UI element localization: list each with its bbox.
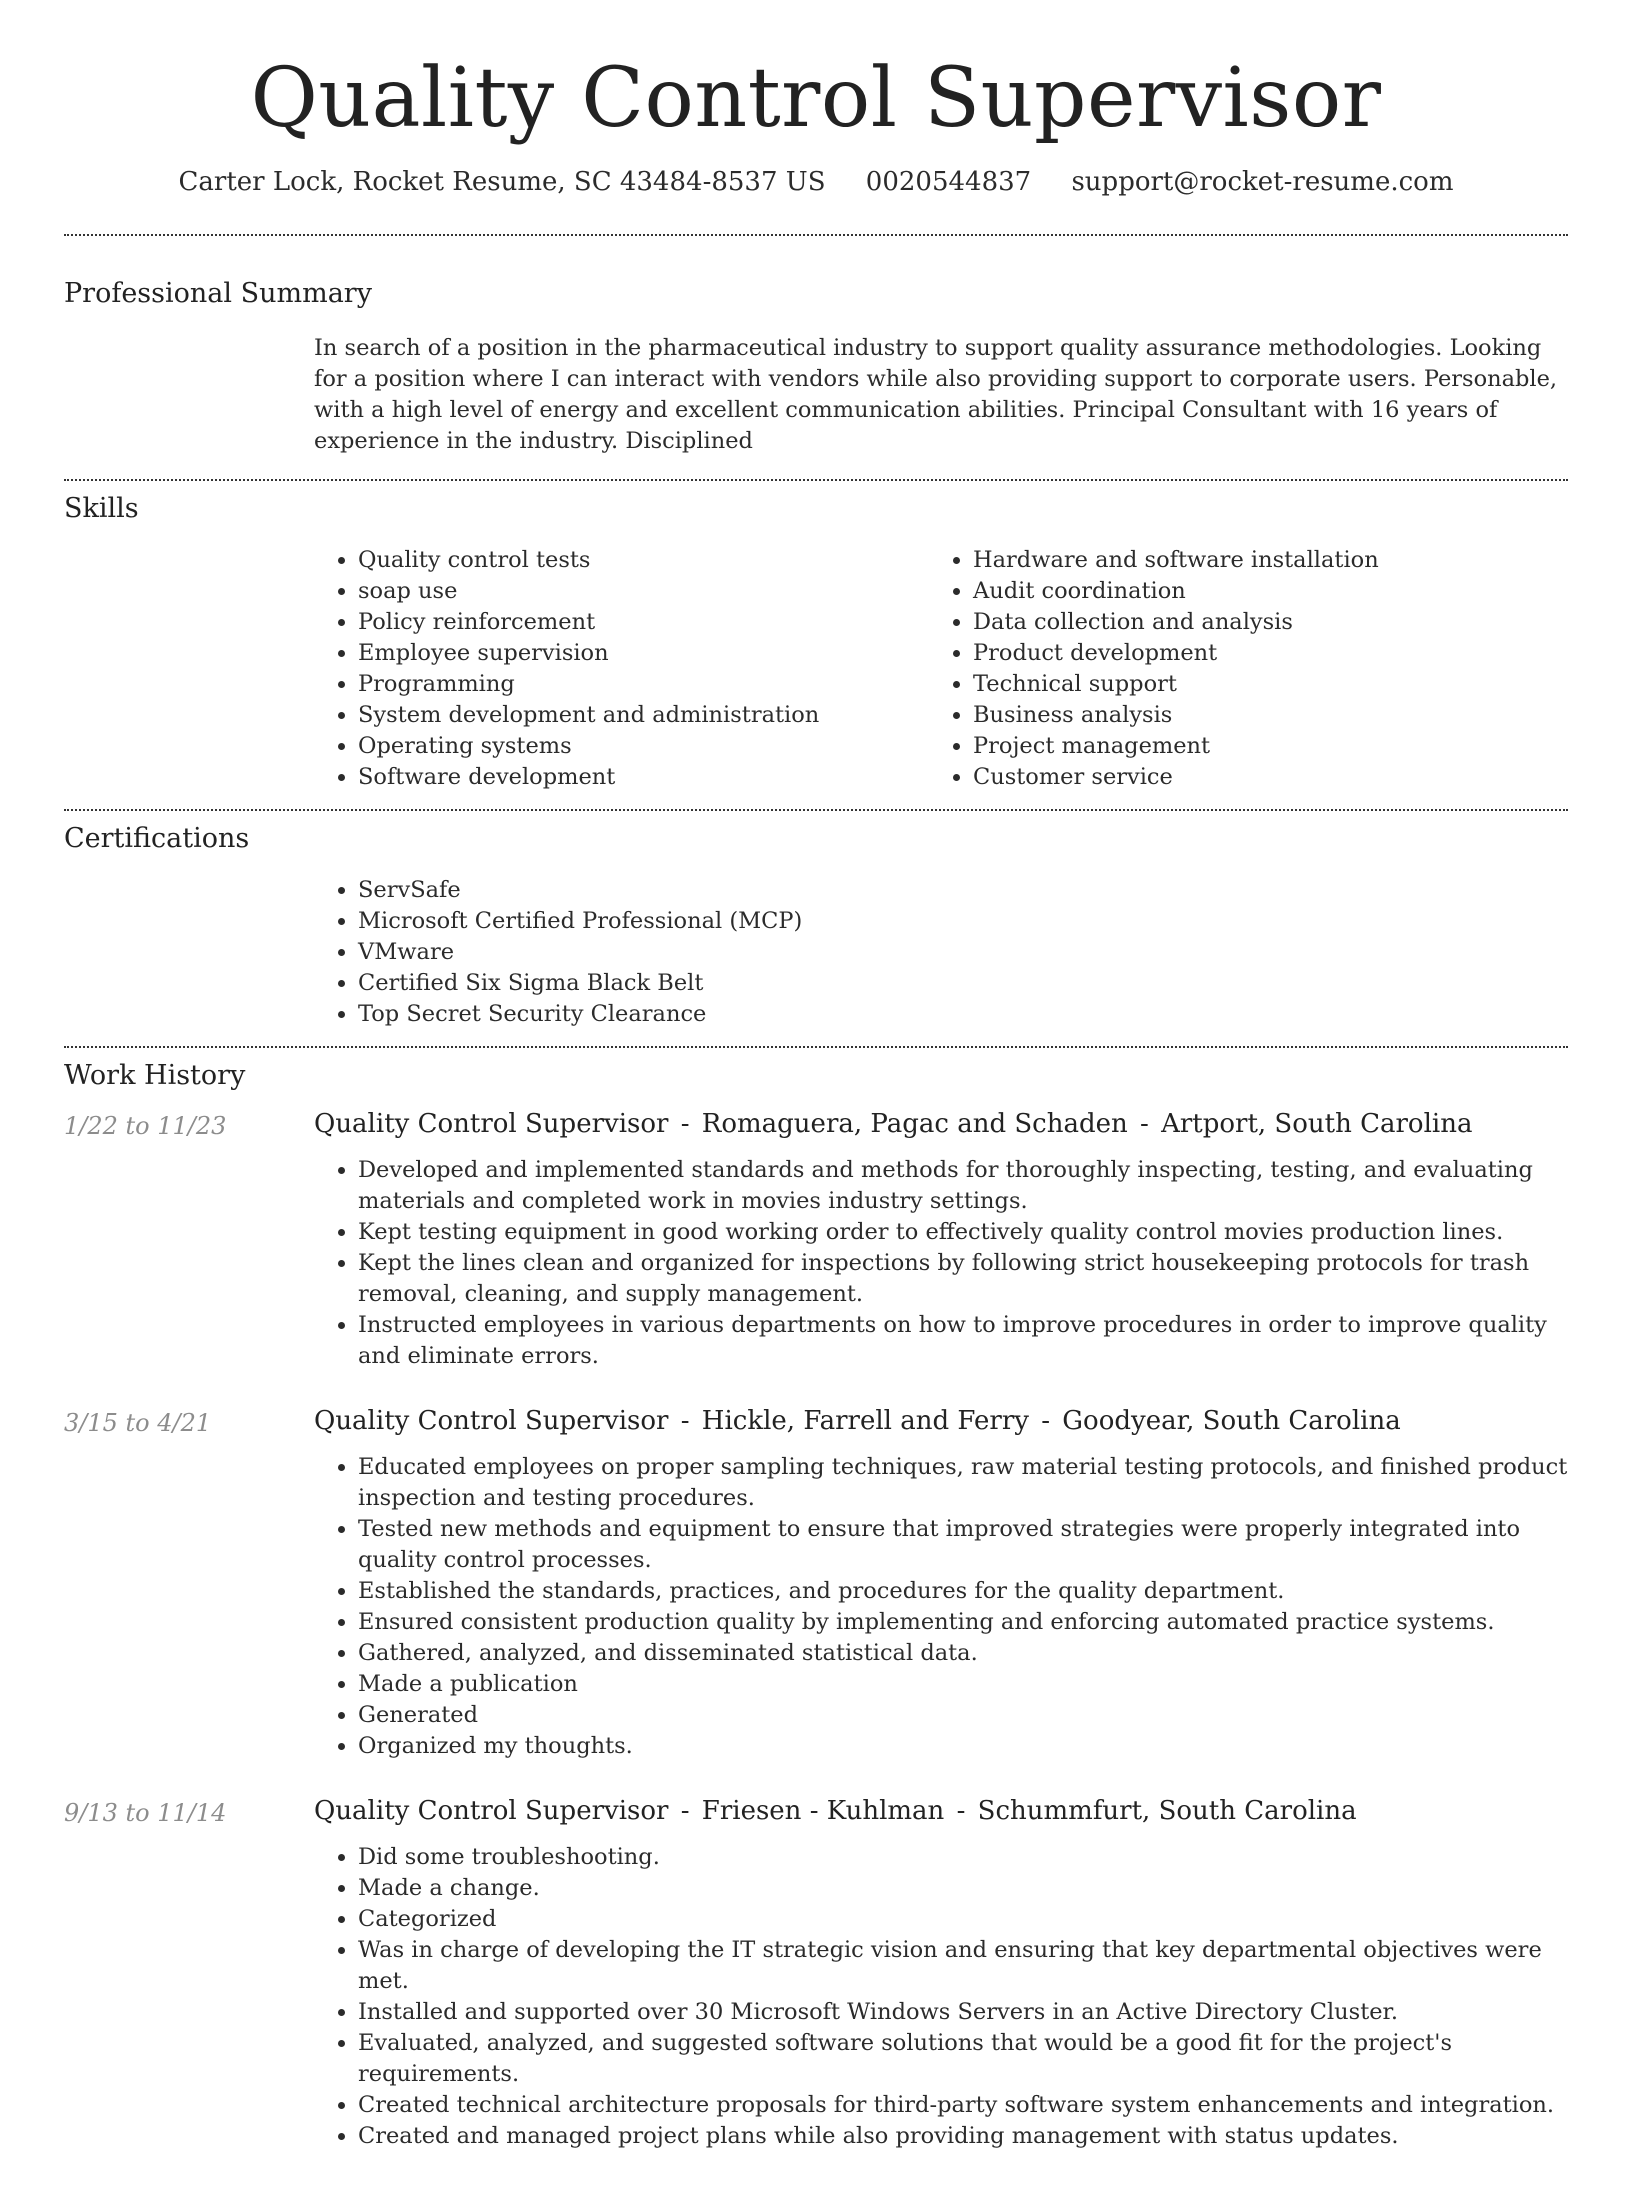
job-company: Romaguera, Pagac and Schaden xyxy=(701,1108,1128,1139)
list-item: • Educated employees on proper sampling techniques, raw material testing protocols, and finished product inspection and testing procedures. xyxy=(358,1452,1568,1514)
list-item: • Established the standards, practices, and procedures for the quality department. xyxy=(358,1576,1568,1607)
candidate-name: Quality Control Supervisor xyxy=(250,51,1382,146)
job-details xyxy=(314,1792,1568,2152)
job-role: Quality Control Supervisor xyxy=(314,1405,669,1436)
separator: - xyxy=(1041,1405,1051,1436)
separator: - xyxy=(1140,1108,1149,1139)
list-item: • Certified Six Sigma Black Belt xyxy=(358,968,1568,999)
list-item: • Tested new methods and equipment to ensure that improved strategies were properly integrated into quality control processes. xyxy=(358,1514,1568,1576)
list-item: • Hardware and software installation xyxy=(973,545,1544,576)
job-details xyxy=(314,1402,1568,1762)
list-item: • Kept the lines clean and organized for inspections by following strict housekeeping protocols for trash removal, cleaning, and supply management. xyxy=(358,1248,1568,1310)
separator: - xyxy=(956,1795,966,1826)
list-item: • VMware xyxy=(358,937,1568,968)
list-item: • Generated xyxy=(358,1700,1568,1731)
skills-grid xyxy=(314,545,1568,793)
list-item: • Microsoft Certified Professional (MCP) xyxy=(358,906,1568,937)
job-heading xyxy=(314,1105,1568,1143)
work-history-section xyxy=(64,1046,1568,2197)
job-heading xyxy=(314,1792,1568,1830)
list-item: • Employee supervision xyxy=(358,638,929,669)
job-dates: 3/15 to 4/21 xyxy=(64,1408,212,1437)
list-item: • Ensured consistent production quality by implementing and enforcing automated practice systems. xyxy=(358,1607,1568,1638)
list-item: • Software development xyxy=(358,762,929,793)
skills-list-right xyxy=(929,545,1544,793)
skills-title: Skills xyxy=(64,492,139,524)
separator: - xyxy=(680,1108,690,1139)
job-location: Goodyear, South Carolina xyxy=(1062,1405,1401,1436)
skills-section xyxy=(64,479,1568,809)
job-entry xyxy=(64,1792,1568,2152)
list-item: • Created and managed project plans while also providing management with status updates. xyxy=(358,2121,1568,2152)
list-item: • Policy reinforcement xyxy=(358,607,929,638)
work-history-title: Work History xyxy=(64,1060,246,1092)
list-item: • Operating systems xyxy=(358,731,929,762)
list-item: • ServSafe xyxy=(358,875,1568,906)
list-item: • Was in charge of developing the IT strategic vision and ensuring that key departmental objectives were met. xyxy=(358,1935,1568,1997)
contact-line xyxy=(64,166,1568,200)
list-item: • Top Secret Security Clearance xyxy=(358,999,1568,1030)
contact-email[interactable]: support@rocket-resume.com xyxy=(1071,167,1454,198)
list-item: • Instructed employees in various departments on how to improve procedures in order to improve quality and eliminate errors. xyxy=(358,1310,1568,1372)
list-item: • Organized my thoughts. xyxy=(358,1731,1568,1762)
job-company: Friesen - Kuhlman xyxy=(701,1795,945,1826)
contact-address: Carter Lock, Rocket Resume, SC 43484-8537 US xyxy=(178,167,826,198)
list-item: • Project management xyxy=(973,731,1544,762)
list-item: • Evaluated, analyzed, and suggested software solutions that would be a good fit for the project's requirements. xyxy=(358,2028,1568,2090)
resume-header xyxy=(64,50,1568,200)
skills-body xyxy=(314,545,1568,793)
job-role: Quality Control Supervisor xyxy=(314,1795,669,1826)
skills-list-left xyxy=(314,545,929,793)
job-location: Artport, South Carolina xyxy=(1161,1108,1473,1139)
list-item: • Categorized xyxy=(358,1904,1568,1935)
list-item: • Made a change. xyxy=(358,1873,1568,1904)
summary-body xyxy=(314,333,1568,463)
job-entry xyxy=(64,1402,1568,1762)
job-bullets xyxy=(314,1155,1568,1372)
list-item: • System development and administration xyxy=(358,700,929,731)
list-item: • Made a publication xyxy=(358,1669,1568,1700)
job-company: Hickle, Farrell and Ferry xyxy=(701,1405,1029,1436)
list-item: • Product development xyxy=(973,638,1544,669)
job-entry xyxy=(64,1105,1568,1372)
job-bullets xyxy=(314,1452,1568,1762)
summary-text: In search of a position in the pharmaceutical industry to support quality assurance methodologies. Looking for a position where I can interact with vendors while also providing support to corporate users. Personable, with a high level of energy and excellent communication abilities. Principal Consultant with 16 years of experience in the industry. Disciplined xyxy=(314,334,1558,454)
list-item: • Developed and implemented standards and methods for thoroughly inspecting, testing, and evaluating materials and completed work in movies industry settings. xyxy=(358,1155,1568,1217)
job-details xyxy=(314,1105,1568,1372)
list-item: • Created technical architecture proposals for third-party software system enhancements and integration. xyxy=(358,2090,1568,2121)
list-item: • Audit coordination xyxy=(973,576,1544,607)
list-item: • Quality control tests xyxy=(358,545,929,576)
certifications-section xyxy=(64,809,1568,1046)
job-bullets xyxy=(314,1842,1568,2152)
list-item: • Technical support xyxy=(973,669,1544,700)
list-item: • Did some troubleshooting. xyxy=(358,1842,1568,1873)
certifications-body xyxy=(314,875,1568,1030)
summary-title: Professional Summary xyxy=(64,278,372,310)
list-item: • Kept testing equipment in good working order to effectively quality control movies production lines. xyxy=(358,1217,1568,1248)
certifications-list xyxy=(314,875,1568,1030)
contact-phone: 0020544837 xyxy=(865,167,1032,198)
job-dates: 9/13 to 11/14 xyxy=(64,1798,227,1827)
list-item: • Installed and supported over 30 Microsoft Windows Servers in an Active Directory Cluster. xyxy=(358,1997,1568,2028)
list-item: • Programming xyxy=(358,669,929,700)
separator: - xyxy=(680,1795,690,1826)
job-location: Schummfurt, South Carolina xyxy=(977,1795,1357,1826)
list-item: • Data collection and analysis xyxy=(973,607,1544,638)
separator: - xyxy=(680,1405,690,1436)
job-heading xyxy=(314,1402,1568,1440)
list-item: • Customer service xyxy=(973,762,1544,793)
job-dates: 1/22 to 11/23 xyxy=(64,1111,227,1140)
job-role: Quality Control Supervisor xyxy=(314,1108,669,1139)
certifications-title: Certifications xyxy=(64,822,250,854)
list-item: • Gathered, analyzed, and disseminated statistical data. xyxy=(358,1638,1568,1669)
list-item: • soap use xyxy=(358,576,929,607)
list-item: • Business analysis xyxy=(973,700,1544,731)
summary-section xyxy=(64,234,1568,478)
